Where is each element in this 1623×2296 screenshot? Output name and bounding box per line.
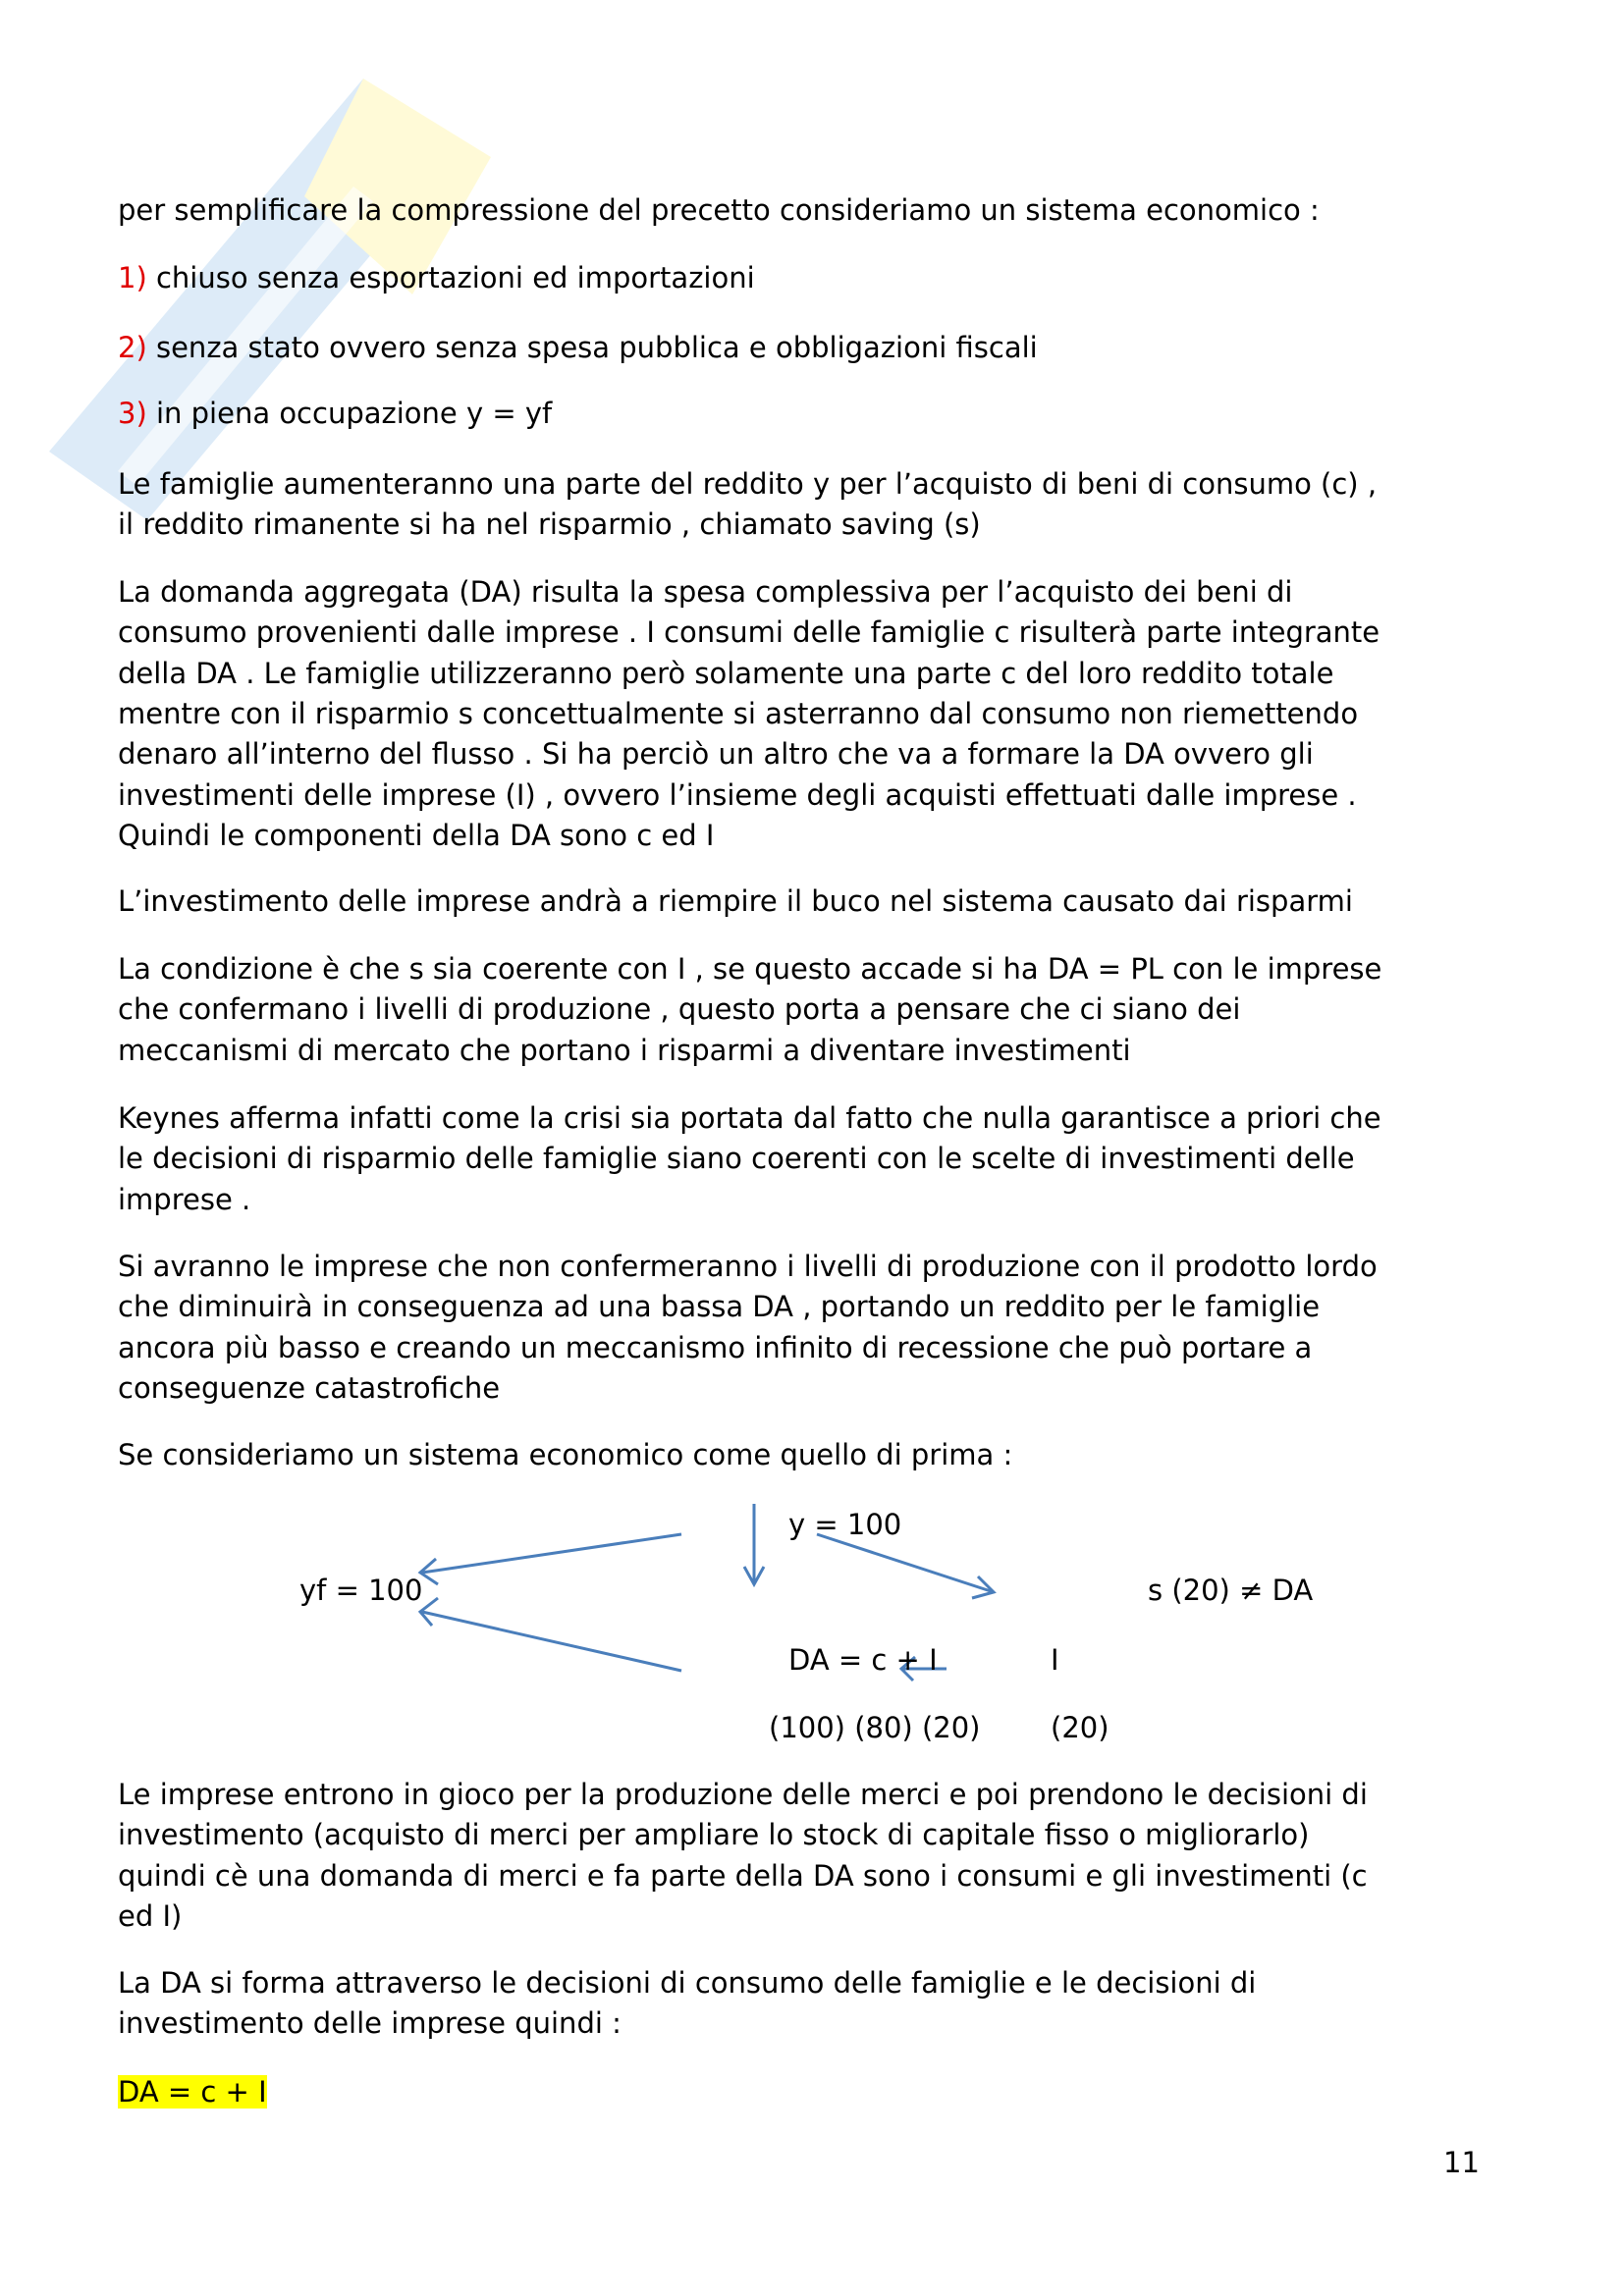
paragraph-line: della DA . Le famiglie utilizzeranno però solamente una parte c del loro reddito totale: [118, 656, 1334, 690]
formula: [118, 2072, 267, 2112]
paragraph-line: Le imprese entrono in gioco per la produzione delle merci e poi prendono le decisioni di: [118, 1778, 1368, 1811]
intro-text: per semplificare la compressione del precetto consideriamo un sistema economico :: [118, 193, 1320, 227]
paragraph-line: Si avranno le imprese che non confermeranno i livelli di produzione con il prodotto lordo: [118, 1250, 1378, 1283]
paragraph-line: Keynes afferma infatti come la crisi sia portata dal fatto che nulla garantisce a priori che: [118, 1101, 1381, 1135]
list-number: 2): [118, 331, 147, 364]
paragraph-line: le decisioni di risparmio delle famiglie siano coerenti con le scelte di investimenti delle: [118, 1142, 1355, 1176]
diagram-y: y = 100: [788, 1508, 902, 1541]
diagram-yf: yf = 100: [299, 1574, 423, 1607]
paragraph-line: conseguenze catastrofiche: [118, 1370, 501, 1405]
paragraph-line: investimento delle imprese quindi :: [118, 2006, 622, 2041]
paragraph-line: che confermano i livelli di produzione , questo porta a pensare che ci siano dei: [118, 992, 1241, 1027]
paragraph-line: Se consideriamo un sistema economico come quello di prima :: [118, 1438, 1013, 1471]
paragraph-line: L’investimento delle imprese andrà a riempire il buco nel sistema causato dai risparmi: [118, 884, 1353, 918]
diagram-s: s (20) ≠ DA: [1148, 1574, 1314, 1607]
list-text: chiuso senza esportazioni ed importazioni: [155, 261, 755, 294]
paragraph-line: meccanismi di mercato che portano i risparmi a diventare investimenti: [118, 1033, 1131, 1067]
diagram-da: DA = c + I: [788, 1643, 938, 1677]
arrow-to-yf-bottom: [422, 1612, 681, 1671]
diagram-i-value: (20): [1051, 1711, 1109, 1744]
paragraph-line: ed I): [118, 1898, 183, 1933]
paragraph-line: imprese .: [118, 1182, 251, 1216]
paragraph-line: La condizione è che s sia coerente con I , se questo accade si ha DA = PL con le imprese: [118, 952, 1382, 986]
paragraph-line: La domanda aggregata (DA) risulta la spesa complessiva per l’acquisto dei beni di: [118, 575, 1293, 609]
paragraph-line: Quindi le componenti della DA sono c ed I: [118, 818, 715, 852]
page-number: 11: [1443, 2146, 1480, 2179]
arrow-to-yf-top: [422, 1534, 681, 1573]
list-text: senza stato ovvero senza spesa pubblica e obbligazioni fiscali: [155, 331, 1038, 364]
list-number: 1): [118, 261, 147, 294]
paragraph-line: Le famiglie aumenteranno una parte del reddito y per l’acquisto di beni di consumo (c) ,: [118, 467, 1378, 501]
paragraph-line: quindi cè una domanda di merci e fa parte della DA sono i consumi e gli investimenti (c: [118, 1858, 1368, 1893]
paragraph-line: mentre con il risparmio s concettualmente si asterranno dal consumo non riemettendo: [118, 696, 1359, 730]
paragraph-line: il reddito rimanente si ha nel risparmio , chiamato saving (s): [118, 507, 981, 542]
paragraph-line: che diminuirà in conseguenza ad una bassa DA , portando un reddito per le famiglie: [118, 1290, 1321, 1324]
paragraph-line: denaro all’interno del flusso . Si ha perciò un altro che va a formare la DA ovvero gli: [118, 737, 1314, 772]
paragraph-line: consumo provenienti dalle imprese . I consumi delle famiglie c risulterà parte integrante: [118, 615, 1380, 650]
diagram-da-values: (100) (80) (20): [769, 1711, 981, 1744]
paragraph-line: ancora più basso e creando un meccanismo infinito di recessione che può portare a: [118, 1330, 1313, 1364]
paragraph-line: La DA si forma attraverso le decisioni di consumo delle famiglie e le decisioni di: [118, 1966, 1257, 2000]
list-number: 3): [118, 397, 147, 430]
diagram-i: I: [1051, 1643, 1059, 1677]
highlighted-formula: DA = c + I: [118, 2075, 267, 2109]
list-text: in piena occupazione y = yf: [155, 397, 553, 430]
paragraph-line: investimento (acquisto di merci per ampliare lo stock di capitale fisso o migliorarlo): [118, 1818, 1310, 1852]
paragraph-line: investimenti delle imprese (I) , ovvero l’insieme degli acquisti effettuati dalle imprese .: [118, 777, 1357, 812]
